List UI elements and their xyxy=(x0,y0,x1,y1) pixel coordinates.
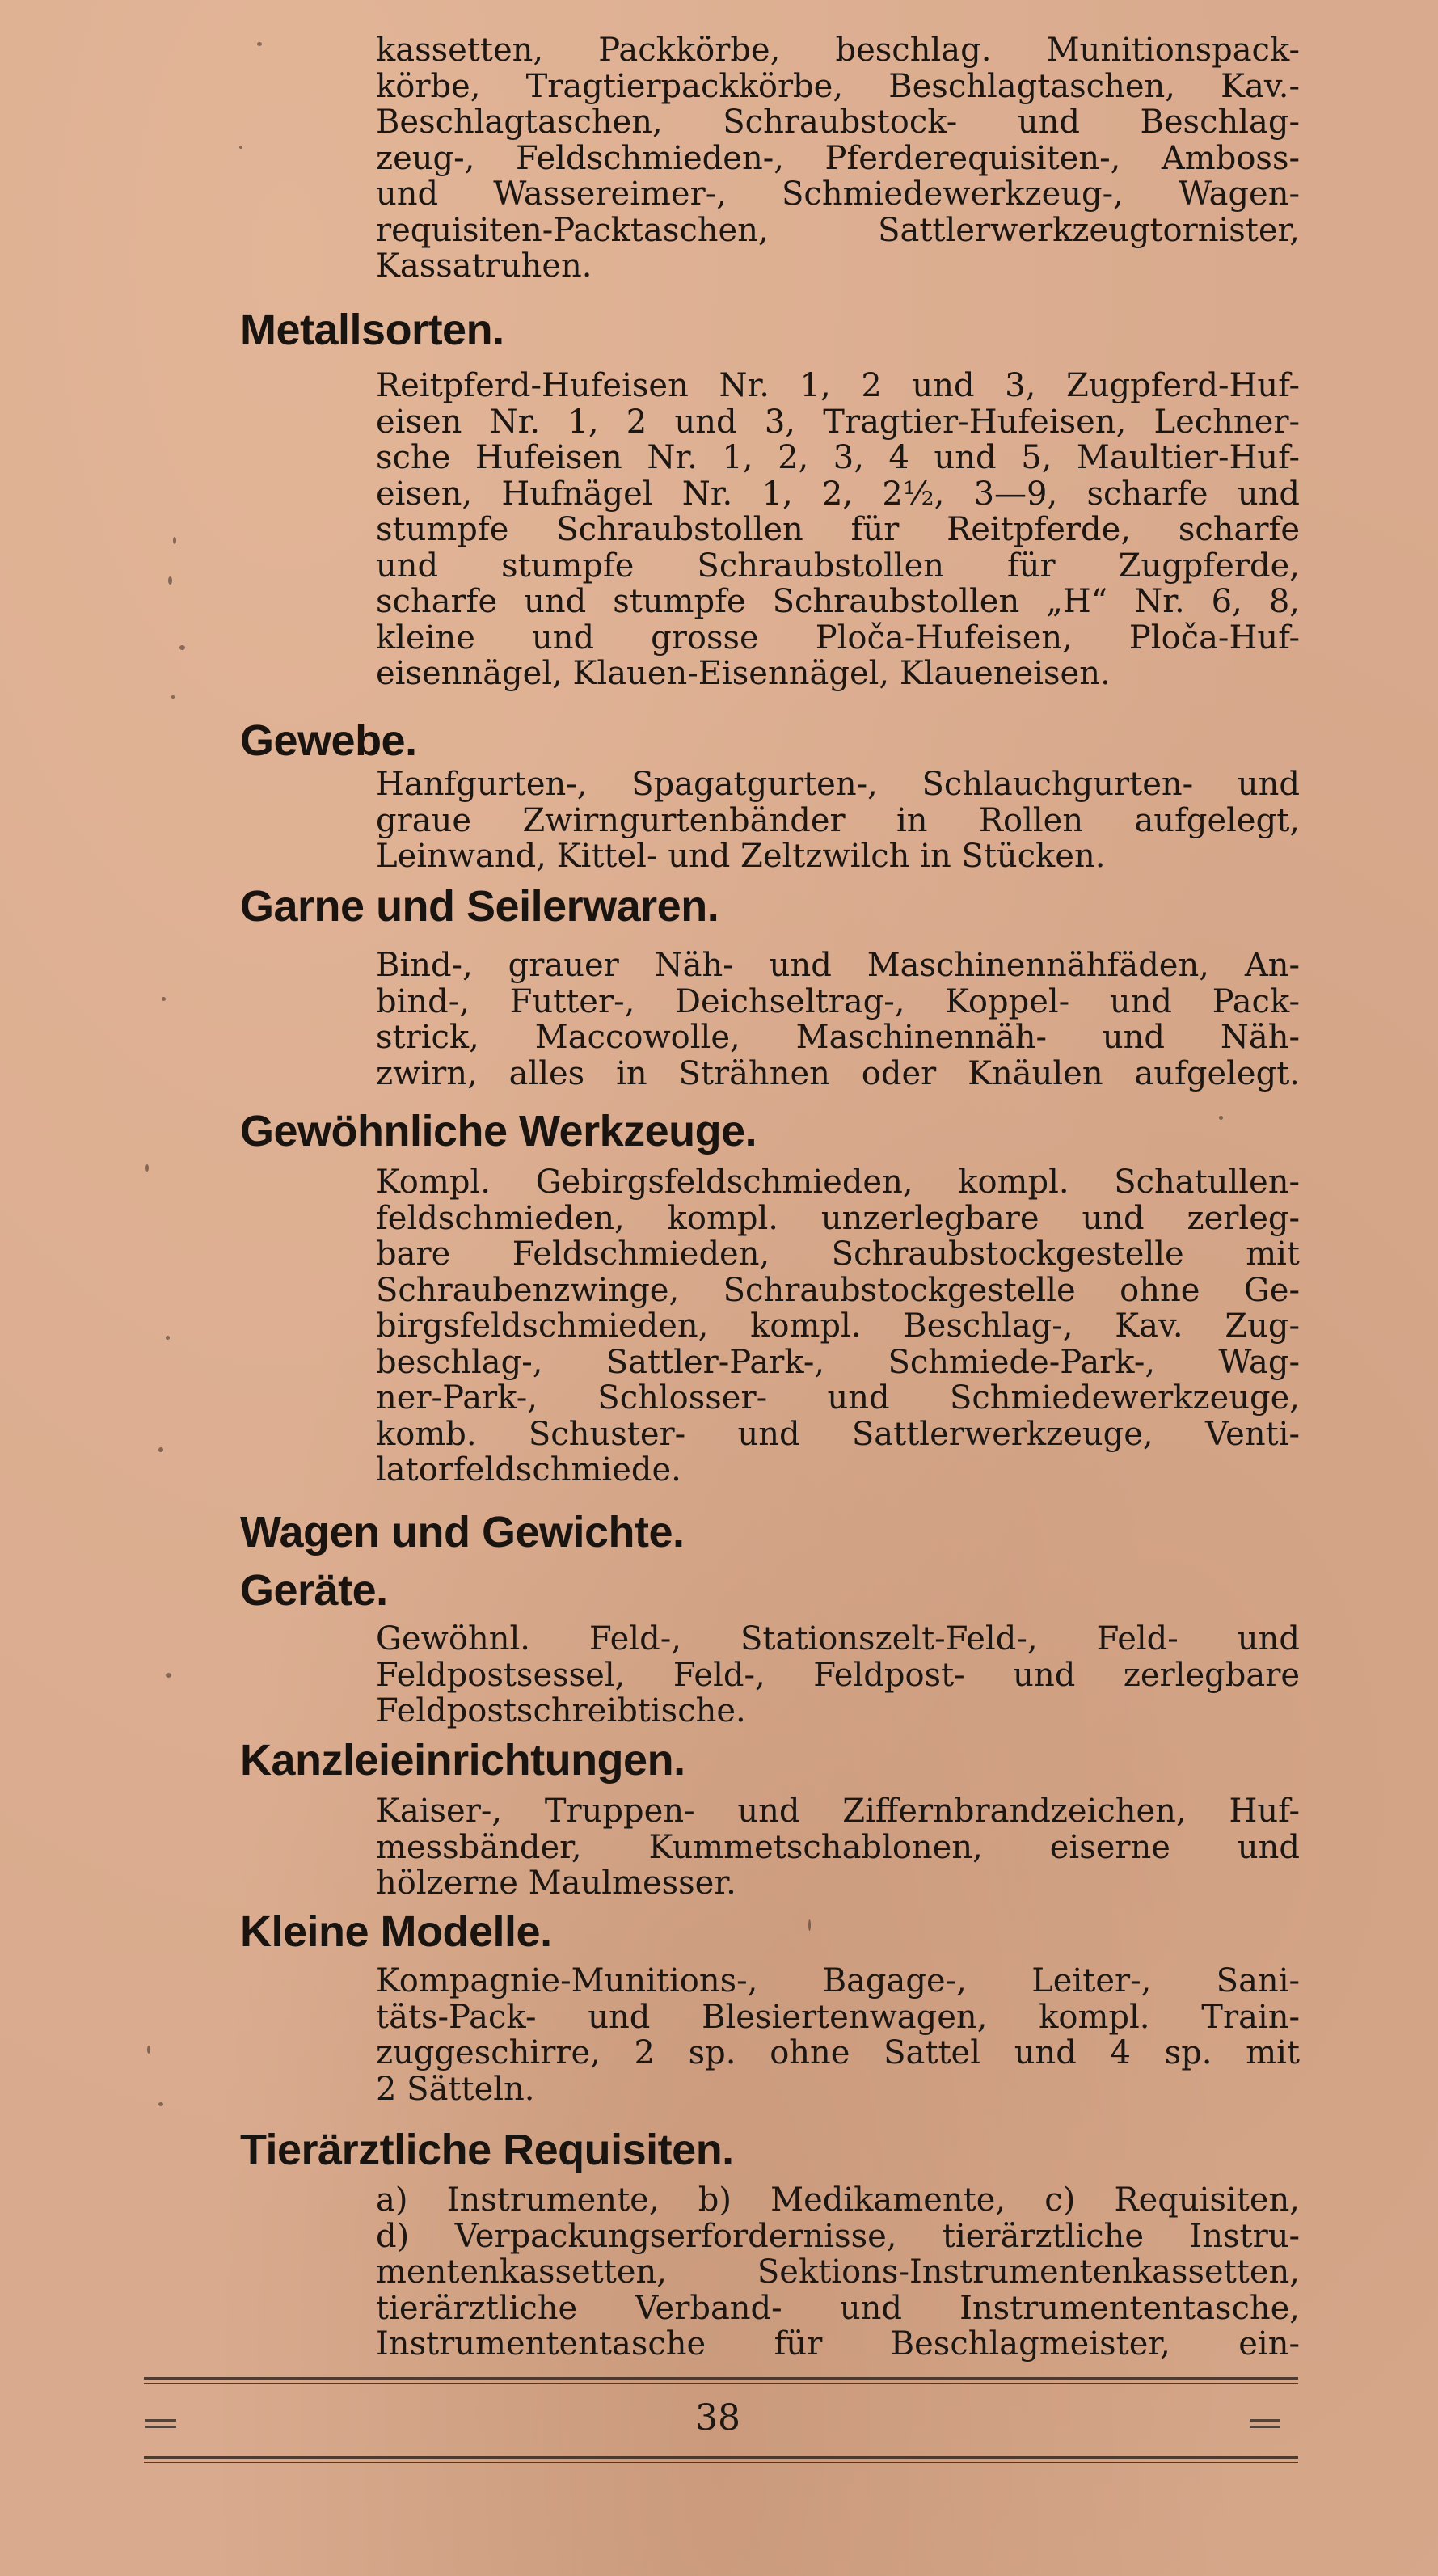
text-line: latorfeldschmiede. xyxy=(376,1451,681,1489)
text-line: eisen, Hufnägel Nr. 1, 2, 2½, 3—9, scharfe und xyxy=(376,475,1300,513)
text-line: eisennägel, Klauen-Eisennägel, Klaueneisen. xyxy=(376,655,1111,692)
text-line: d) Verpackungserfordernisse, tierärztliche Instru- xyxy=(376,2217,1300,2255)
section-paragraph xyxy=(376,368,1300,692)
text-line: feldschmieden, kompl. unzerlegbare und zerleg- xyxy=(376,1199,1300,1237)
text-line: a) Instrumente, b) Medikamente, c) Requisiten, xyxy=(376,2181,1300,2219)
text-line: strick, Maccowolle, Maschinennäh- und Näh- xyxy=(376,1019,1300,1056)
footer-rule-thin xyxy=(144,2383,1298,2384)
text-line: 2 Sätteln. xyxy=(376,2070,535,2108)
section-heading: Geräte. xyxy=(240,1566,388,1615)
text-line: Feldpostsessel, Feld-, Feldpost- und zerlegbare xyxy=(376,1656,1300,1694)
section-paragraph xyxy=(376,948,1300,1092)
text-line: und Wassereimer-, Schmiedewerkzeug-, Wagen- xyxy=(376,175,1300,213)
section-paragraph xyxy=(376,766,1300,875)
text-line: sche Hufeisen Nr. 1, 2, 3, 4 und 5, Maultier-Huf- xyxy=(376,439,1300,476)
text-line: und stumpfe Schraubstollen für Zugpferde, xyxy=(376,547,1300,585)
footer-ornament-right xyxy=(1250,2426,1280,2428)
text-line: beschlag-, Sattler-Park-, Schmiede-Park-, Wag- xyxy=(376,1343,1300,1381)
text-line: täts-Pack- und Blesiertenwagen, kompl. Train- xyxy=(376,1998,1300,2036)
text-line: Gewöhnl. Feld-, Stationszelt-Feld-, Feld- und xyxy=(376,1620,1300,1658)
section-paragraph xyxy=(376,1793,1300,1902)
section-heading: Garne und Seilerwaren. xyxy=(240,882,719,931)
text-line: Kompl. Gebirgsfeldschmieden, kompl. Schatullen- xyxy=(376,1163,1300,1201)
text-line: Hanfgurten-, Spagatgurten-, Schlauchgurten- und xyxy=(376,766,1300,803)
text-line: körbe, Tragtierpackkörbe, Beschlagtaschen, Kav.- xyxy=(376,67,1300,105)
section-paragraph xyxy=(376,2182,1300,2363)
intro-paragraph xyxy=(376,32,1300,285)
page-number: 38 xyxy=(695,2397,740,2439)
footer-ornament-left xyxy=(145,2426,176,2428)
text-line: komb. Schuster- und Sattlerwerkzeuge, Venti- xyxy=(376,1415,1300,1453)
footer-rule-thin xyxy=(144,2462,1298,2463)
section-heading: Tierärztliche Requisiten. xyxy=(240,2126,734,2174)
text-line: Beschlagtaschen, Schraubstock- und Beschlag- xyxy=(376,103,1300,141)
text-line: Kaiser-, Truppen- und Ziffernbrandzeichen, Huf- xyxy=(376,1793,1300,1830)
section-heading: Gewebe. xyxy=(240,716,417,765)
footer-rule-top xyxy=(144,2377,1298,2380)
footer-ornament-right xyxy=(1250,2419,1280,2422)
text-line: mentenkassetten, Sektions-Instrumentenkassetten, xyxy=(376,2253,1300,2291)
text-line: bare Feldschmieden, Schraubstockgestelle mit xyxy=(376,1235,1300,1273)
text-line: zeug-, Feldschmieden-, Pferderequisiten-, Amboss- xyxy=(376,139,1300,177)
footer-rule-bottom xyxy=(144,2456,1298,2459)
text-line: kleine und grosse Ploča-Hufeisen, Ploča-Huf- xyxy=(376,619,1300,657)
section-paragraph xyxy=(376,1621,1300,1729)
text-line: eisen Nr. 1, 2 und 3, Tragtier-Hufeisen, Lechner- xyxy=(376,403,1300,441)
text-line: Kassatruhen. xyxy=(376,247,592,285)
section-heading: Kleine Modelle. xyxy=(240,1907,552,1956)
text-line: Reitpferd-Hufeisen Nr. 1, 2 und 3, Zugpferd-Huf- xyxy=(376,367,1300,404)
text-line: zwirn, alles in Strähnen oder Knäulen aufgelegt. xyxy=(376,1054,1300,1092)
text-line: bind-, Futter-, Deichseltrag-, Koppel- und Pack- xyxy=(376,982,1300,1020)
text-line: messbänder, Kummetschablonen, eiserne und xyxy=(376,1828,1300,1866)
section-heading: Gewöhnliche Werkzeuge. xyxy=(240,1107,757,1155)
section-heading: Wagen und Gewichte. xyxy=(240,1508,685,1556)
text-line: ner-Park-, Schlosser- und Schmiedewerkzeuge, xyxy=(376,1379,1300,1417)
text-line: tierärztliche Verband- und Instrumententasche, xyxy=(376,2289,1300,2327)
text-line: Kompagnie-Munitions-, Bagage-, Leiter-, Sani- xyxy=(376,1962,1300,2000)
text-line: Leinwand, Kittel- und Zeltzwilch in Stücken. xyxy=(376,838,1106,875)
text-line: graue Zwirngurtenbänder in Rollen aufgelegt, xyxy=(376,801,1300,839)
text-line: kassetten, Packkörbe, beschlag. Munitionspack- xyxy=(376,32,1300,69)
text-line: hölzerne Maulmesser. xyxy=(376,1864,736,1902)
text-line: birgsfeldschmieden, kompl. Beschlag-, Kav. Zug- xyxy=(376,1307,1300,1345)
section-heading: Metallsorten. xyxy=(240,306,504,354)
section-paragraph xyxy=(376,1164,1300,1489)
text-line: Bind-, grauer Näh- und Maschinennähfäden, An- xyxy=(376,947,1300,984)
text-line: Feldpostschreibtische. xyxy=(376,1692,746,1729)
section-heading: Kanzleieinrichtungen. xyxy=(240,1736,685,1784)
text-line: stumpfe Schraubstollen für Reitpferde, scharfe xyxy=(376,511,1300,548)
footer-ornament-left xyxy=(145,2419,176,2422)
section-paragraph xyxy=(376,1963,1300,2107)
text-line: Instrumententasche für Beschlagmeister, ein- xyxy=(376,2325,1300,2363)
text-line: scharfe und stumpfe Schraubstollen „H“ Nr. 6, 8, xyxy=(376,583,1300,620)
text-line: Schraubenzwinge, Schraubstockgestelle ohne Ge- xyxy=(376,1271,1300,1309)
text-line: zuggeschirre, 2 sp. ohne Sattel und 4 sp. mit xyxy=(376,2034,1300,2071)
text-line: requisiten-Packtaschen, Sattlerwerkzeugtornister, xyxy=(376,211,1300,249)
